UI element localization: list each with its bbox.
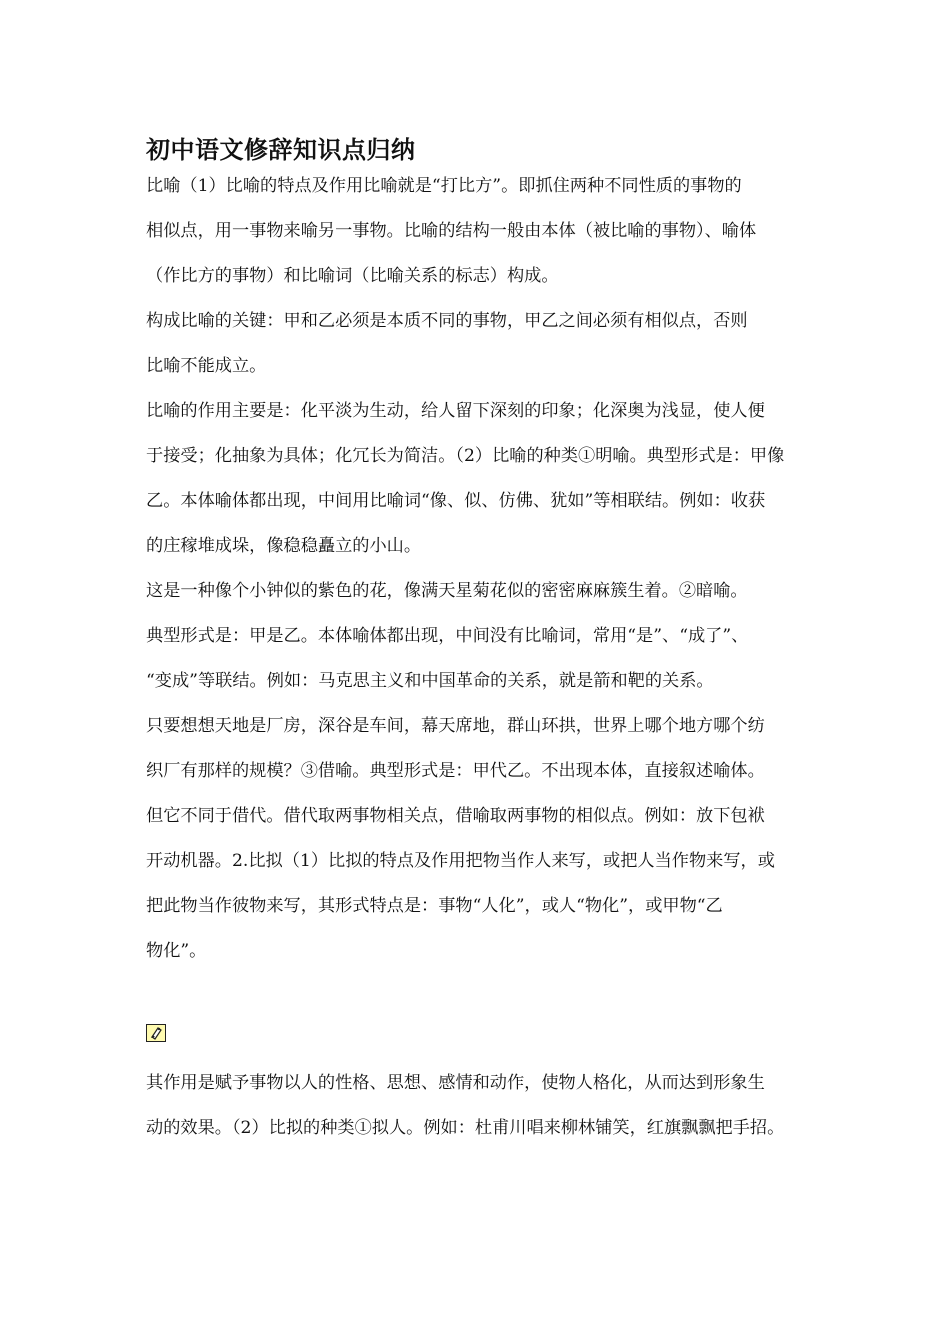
paragraph-line: 把此物当作彼物来写，其形式特点是：事物“人化”，或人“物化”，或甲物“乙 xyxy=(146,896,723,916)
paragraph-line: 于接受；化抽象为具体；化冗长为简洁。（2）比喻的种类①明喻。典型形式是：甲像 xyxy=(146,446,785,466)
paragraph-line: 乙。本体喻体都出现，中间用比喻词“像、似、仿佛、犹如”等相联结。例如：收获 xyxy=(146,491,766,511)
paragraph-line: 的庄稼堆成垛，像稳稳矗立的小山。 xyxy=(146,536,422,556)
paragraph-line: 动的效果。（2）比拟的种类①拟人。例如：杜甫川唱来柳林铺笑，红旗飘飘把手招。 xyxy=(146,1118,785,1138)
paragraph-line: （作比方的事物）和比喻词（比喻关系的标志）构成。 xyxy=(146,266,559,286)
paragraph-line: 其作用是赋予事物以人的性格、思想、感情和动作，使物人格化，从而达到形象生 xyxy=(146,1073,765,1093)
paragraph-line: 典型形式是：甲是乙。本体喻体都出现，中间没有比喻词，常用“是”、“成了”、 xyxy=(146,626,749,646)
paragraph-line: 构成比喻的关键：甲和乙必须是本质不同的事物，甲乙之间必须有相似点，否则 xyxy=(146,311,748,331)
paragraph-line: 物化”。 xyxy=(146,941,207,961)
paragraph-line: 开动机器。2.比拟（1）比拟的特点及作用把物当作人来写，或把人当作物来写，或 xyxy=(146,851,775,871)
paragraph-line: 比喻的作用主要是：化平淡为生动，给人留下深刻的印象；化深奥为浅显，使人便 xyxy=(146,401,765,421)
document-title: 初中语文修辞知识点归纳 xyxy=(146,136,416,164)
paragraph-line: 相似点，用一事物来喻另一事物。比喻的结构一般由本体（被比喻的事物）、喻体 xyxy=(146,221,757,241)
paragraph-line: 这是一种像个小钟似的紫色的花，像满天星菊花似的密密麻麻簇生着。②暗喻。 xyxy=(146,581,748,601)
paragraph-line: 织厂有那样的规模？③借喻。典型形式是：甲代乙。不出现本体，直接叙述喻体。 xyxy=(146,761,765,781)
paragraph-line: 只要想想天地是厂房，深谷是车间，幕天席地，群山环拱，世界上哪个地方哪个纺 xyxy=(146,716,765,736)
paragraph-line: “变成”等联结。例如：马克思主义和中国革命的关系，就是箭和靶的关系。 xyxy=(146,671,714,691)
paragraph-line: 比喻（1）比喻的特点及作用比喻就是“打比方”。即抓住两种不同性质的事物的 xyxy=(146,176,742,196)
paragraph-line: 比喻不能成立。 xyxy=(146,356,267,376)
image-placeholder-icon xyxy=(146,1024,166,1042)
paragraph-line: 但它不同于借代。借代取两事物相关点，借喻取两事物的相似点。例如：放下包袱 xyxy=(146,806,765,826)
